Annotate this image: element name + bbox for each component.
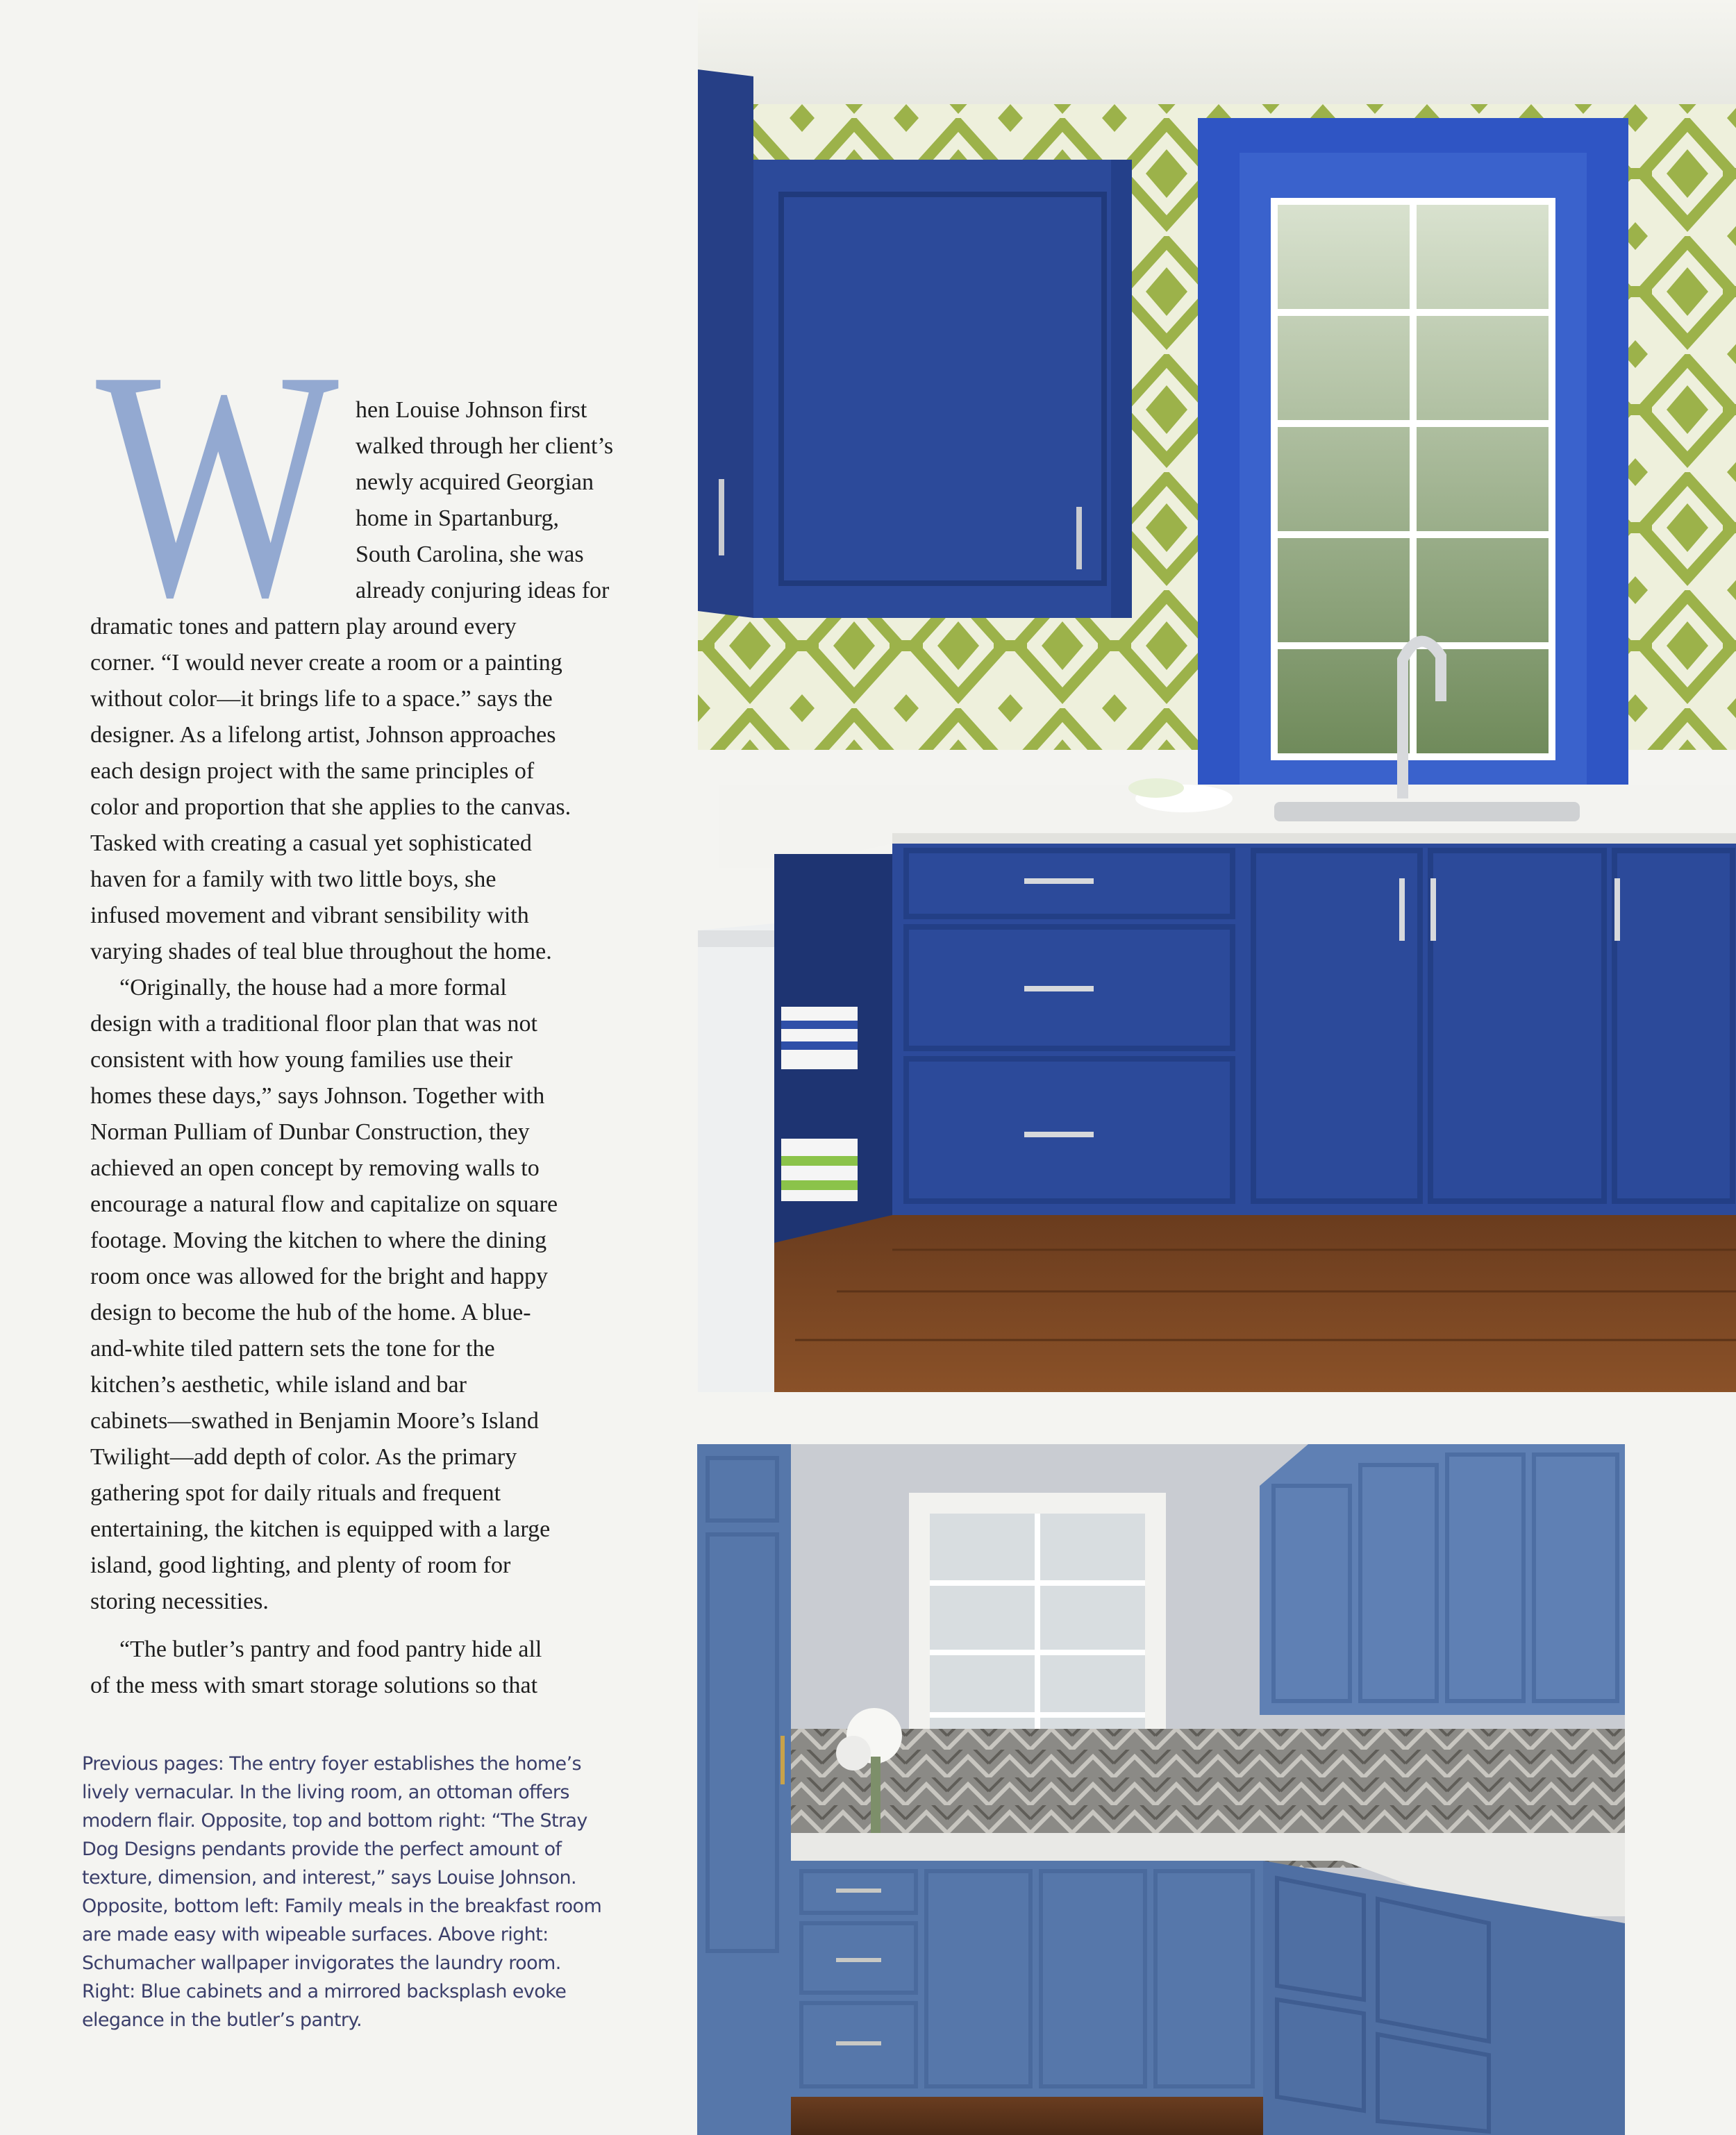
caption-line: Opposite, bottom left: Family meals in the breakfast room [82,1895,602,1917]
drop-cap-letter: W [96,361,339,611]
body-line: of the mess with smart storage solutions so that [90,1673,538,1698]
body-line: varying shades of teal blue throughout the home. [90,939,552,964]
body-line: color and proportion that she applies to the canvas. [90,794,571,820]
body-line: entertaining, the kitchen is equipped with a large [90,1516,551,1542]
caption-line: Previous pages: The entry foyer establishes the home’s [82,1753,582,1775]
body-line: infused movement and vibrant sensibility with [90,903,529,928]
body-line: haven for a family with two little boys, she [90,866,496,892]
lead-line: already conjuring ideas for [356,578,610,603]
lead-line: newly acquired Georgian [356,469,594,495]
drop-cap [96,361,339,611]
caption-line: Schumacher wallpaper invigorates the laundry room. [82,1952,561,1974]
laundry-room-photo [698,0,1736,1392]
caption-line: modern flair. Opposite, top and bottom right: “The Stray [82,1810,587,1832]
body-line: without color—it brings life to a space.” says the [90,686,553,712]
body-line: cabinets—swathed in Benjamin Moore’s Island [90,1408,539,1434]
caption-line: texture, dimension, and interest,” says Louise Johnson. [82,1867,577,1889]
body-line: room once was allowed for the bright and happy [90,1264,549,1289]
body-line: “The butler’s pantry and food pantry hide all [119,1636,542,1662]
lead-line: walked through her client’s [356,433,614,459]
body-line: footage. Moving the kitchen to where the dining [90,1228,547,1253]
body-line: design to become the hub of the home. A blue- [90,1300,531,1325]
caption-line: Dog Designs pendants provide the perfect amount of [82,1839,562,1860]
body-line: designer. As a lifelong artist, Johnson approaches [90,722,556,748]
lead-line: home in Spartanburg, [356,505,560,531]
body-line: dramatic tones and pattern play around every [90,614,517,639]
lead-line: hen Louise Johnson first [356,397,587,423]
body-line: encourage a natural flow and capitalize on square [90,1191,558,1217]
body-line: island, good lighting, and plenty of room for [90,1552,511,1578]
body-line: “Originally, the house had a more formal [119,975,507,1000]
body-line: Norman Pulliam of Dunbar Construction, they [90,1119,530,1145]
lead-line: South Carolina, she was [356,542,584,567]
caption-line: elegance in the butler’s pantry. [82,2009,362,2031]
body-line: gathering spot for daily rituals and frequent [90,1480,501,1506]
caption-line: lively vernacular. In the living room, an ottoman offers [82,1782,569,1803]
body-line: Tasked with creating a casual yet sophisticated [90,830,532,856]
body-line: and-white tiled pattern sets the tone for the [90,1336,495,1362]
butlers-pantry-photo [697,1444,1625,2135]
photo-caption [82,1750,651,2034]
body-line: design with a traditional floor plan that was not [90,1011,537,1037]
body-line: kitchen’s aesthetic, while island and bar [90,1372,467,1398]
body-line: consistent with how young families use their [90,1047,513,1073]
body-line: corner. “I would never create a room or a painting [90,650,562,676]
body-line: achieved an open concept by removing walls to [90,1155,540,1181]
body-line: homes these days,” says Johnson. Together with [90,1083,545,1109]
caption-line: Right: Blue cabinets and a mirrored backsplash evoke [82,1981,567,2002]
body-line: storing necessities. [90,1589,269,1614]
body-line: each design project with the same principles of [90,758,535,784]
caption-line: are made easy with wipeable surfaces. Above right: [82,1924,549,1945]
body-line: Twilight—add depth of color. As the primary [90,1444,517,1470]
